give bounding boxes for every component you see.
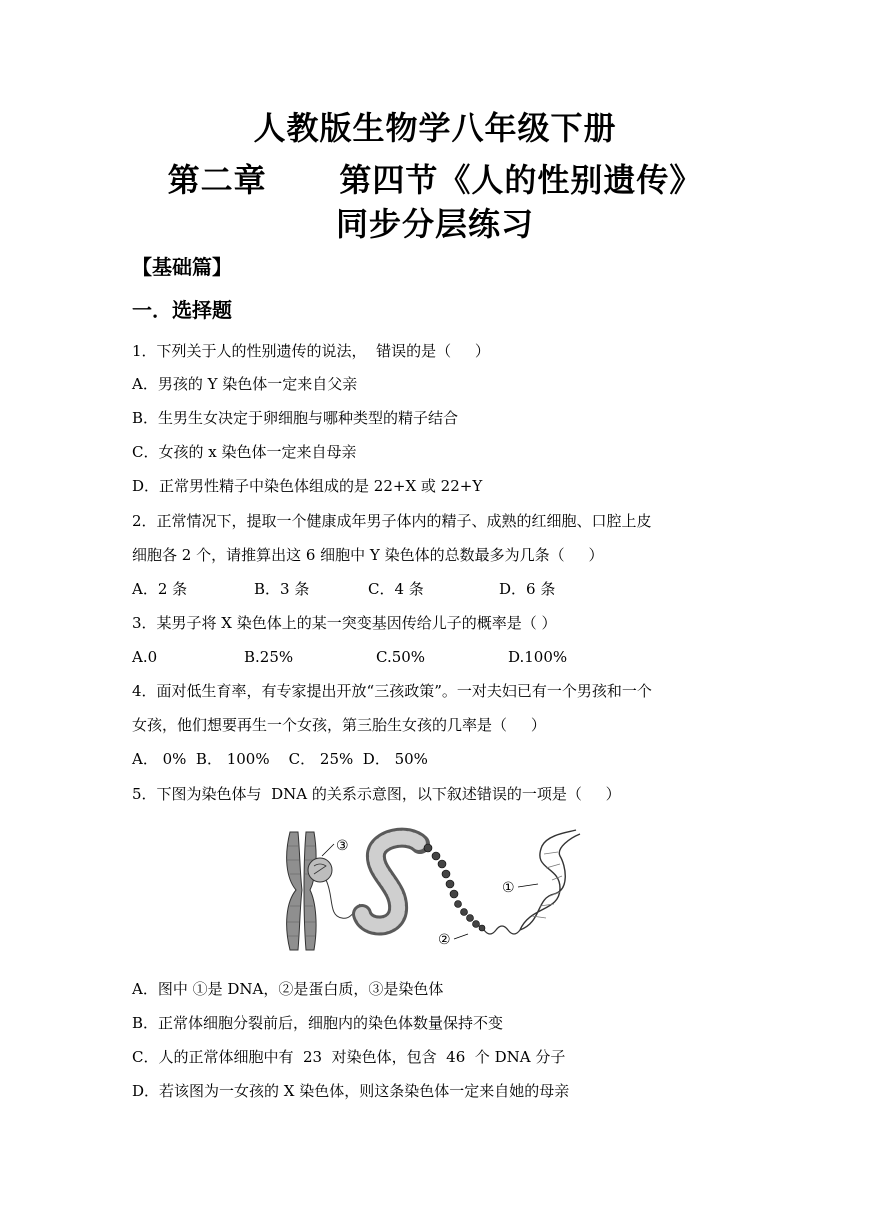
q3-option-c: C.50% (376, 648, 426, 666)
q2-option-d: D．6 条 (499, 580, 556, 598)
section-heading: 【基础篇】 (132, 255, 232, 279)
q1-option-a: A．男孩的 Y 染色体一定来自父亲 (132, 375, 358, 393)
figure-label-3: ③ (336, 838, 349, 854)
q3-option-a: A.0 (132, 648, 158, 666)
figure-label-2: ② (438, 932, 451, 948)
figure-label-1: ① (502, 880, 515, 896)
q2-option-b: B．3 条 (254, 580, 310, 598)
q5-stem: 5．下图为染色体与 DNA 的关系示意图，以下叙述错误的一项是（ ） (132, 785, 621, 803)
chromosome-dna-figure (270, 826, 590, 956)
q3-option-b: B.25% (244, 648, 294, 666)
q2-option-a: A．2 条 (132, 580, 188, 598)
q4-stem-line-2: 女孩，他们想要再生一个女孩，第三胎生女孩的几率是（ ） (132, 716, 546, 734)
q4-options: A． 0% B． 100% C． 25% D． 50% (132, 750, 428, 768)
q3-option-d: D.100% (508, 648, 568, 666)
q4-stem-line-1: 4．面对低生育率，有专家提出开放“三孩政策”。一对夫妇已有一个男孩和一个 (132, 682, 652, 700)
title-line-2: 第二章 第四节《人的性别遗传》 (167, 161, 703, 199)
q3-stem: 3．某男子将 X 染色体上的某一突变基因传给儿子的概率是（ ） (132, 614, 557, 632)
q1-option-d: D．正常男性精子中染色体组成的是 22+X 或 22+Y (132, 477, 483, 495)
q5-option-a: A．图中 ①是 DNA，②是蛋白质，③是染色体 (132, 980, 444, 998)
part-heading: 一．选择题 (132, 298, 232, 322)
title-line-1: 人教版生物学八年级下册 (253, 109, 617, 147)
chromosome-drawing (287, 832, 316, 950)
coiled-fiber-drawing (362, 838, 420, 926)
q5-option-d: D．若该图为一女孩的 X 染色体，则这条染色体一定来自她的母亲 (132, 1082, 570, 1100)
q2-option-c: C．4 条 (368, 580, 424, 598)
q1-stem: 1．下列关于人的性别遗传的说法， 错误的是（ ） (132, 342, 490, 360)
q1-option-b: B．生男生女决定于卵细胞与哪种类型的精子结合 (132, 409, 459, 427)
q1-option-c: C．女孩的 x 染色体一定来自母亲 (132, 443, 357, 461)
q5-option-b: B．正常体细胞分裂前后，细胞内的染色体数量保持不变 (132, 1014, 504, 1032)
q5-option-c: C．人的正常体细胞中有 23 对染色体，包含 46 个 DNA 分子 (132, 1048, 566, 1066)
q2-stem-line-1: 2．正常情况下，提取一个健康成年男子体内的精子、成熟的红细胞、口腔上皮 (132, 512, 652, 530)
dna-double-helix (520, 830, 580, 930)
title-line-3: 同步分层练习 (335, 205, 534, 243)
q2-stem-line-2: 细胞各 2 个，请推算出这 6 细胞中 Y 染色体的总数最多为几条（ ） (132, 546, 604, 564)
nucleosome-beads (424, 844, 485, 931)
